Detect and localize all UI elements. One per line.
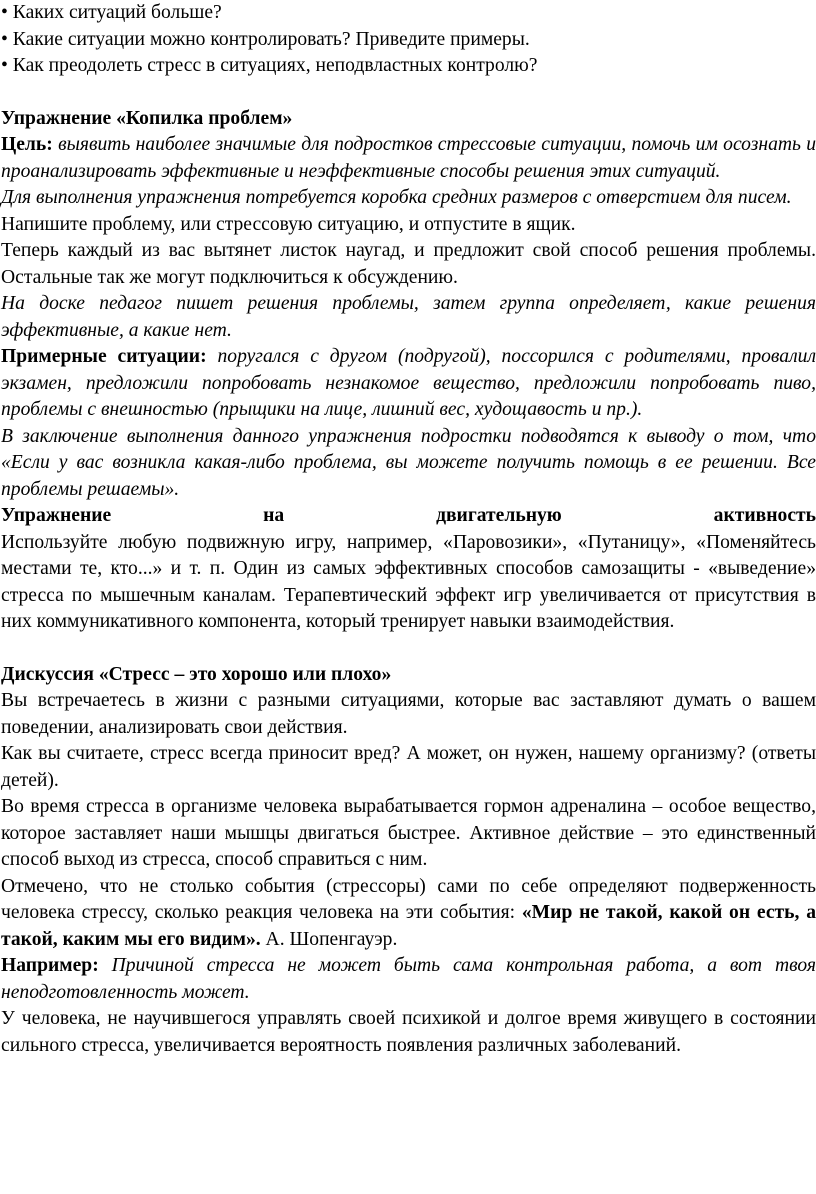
discussion-title: Дискуссия «Стресс – это хорошо или плохо» [1, 663, 392, 685]
exercise-materials: Для выполнения упражнения потребуется коробка средних размеров с отверстием для писем. [1, 187, 792, 208]
schopenhauer-quote: «Мир не такой, какой он есть, а такой, каким мы его видим». [1, 902, 816, 950]
example-label: Например: [1, 955, 99, 976]
discussion-paragraph-2: Как вы считаете, стресс всегда приносит вред? А может, он нужен, нашему организму? (ответы детей). [1, 743, 816, 791]
question-2: • Какие ситуации можно контролировать? Приведите примеры. [1, 28, 530, 50]
exercise-piggybank-title: Упражнение «Копилка проблем» [1, 107, 293, 129]
quote-author: А. Шопенгауэр. [260, 928, 398, 950]
question-3: • Как преодолеть стресс в ситуациях, неподвластных контролю? [1, 55, 538, 76]
goal-label: Цель: [1, 134, 53, 155]
discussion-paragraph-4 [1, 874, 816, 954]
goal-text: выявить наиболее значимые для подростков стрессовые ситуации, помочь им осознать и проанализировать эффективные и неэффективные способы решения этих ситуаций. [1, 134, 816, 182]
example-situations-label: Примерные ситуации: [1, 346, 207, 367]
spacer [1, 636, 816, 662]
exercise-motor-title: Упражнение на двигательную активность [1, 505, 816, 526]
exercise-motor-text: Используйте любую подвижную игру, например, «Паровозики», «Путаницу», «Поменяйтесь местами те, кто...» и т. п. Один из самых эффективных способов самозащиты - «выведение» стресса по мышечным каналам. Терапевтический эффект игр увеличивается от присутствия в них коммуникативного компонента, который тренирует навыки взаимодействия. [1, 531, 816, 632]
exercise-step-2: Теперь каждый из вас вытянет листок наугад, и предложит свой способ решения проблемы. Остальные так же могут подключиться к обсуждению. [1, 240, 816, 288]
exercise-conclusion: В заключение выполнения данного упражнения подростки подводятся к выводу о том, что «Если у вас возникла какая-либо проблема, вы можете получить помощь в ее решении. Все проблемы решаемы». [1, 425, 816, 500]
exercise-step-3: На доске педагог пишет решения проблемы, затем группа определяет, какие решения эффективные, а какие нет. [1, 293, 816, 341]
discussion-p4-text: Отмечено, что не столько события (стрессоры) сами по себе определяют подверженность человека стрессу, сколько реакция человека на эти события: [1, 875, 816, 923]
discussion-example [1, 953, 816, 1006]
spacer [1, 80, 816, 106]
exercise-step-1: Напишите проблему, или стрессовую ситуацию, и отпустите в ящик. [1, 213, 576, 235]
exercise-goal [1, 132, 816, 185]
discussion-paragraph-5: У человека, не научившегося управлять своей психикой и долгое время живущего в состоянии сильного стресса, увеличивается вероятность появления различных заболеваний. [1, 1008, 816, 1056]
example-situations-text: поругался с другом (подругой), поссорился с родителями, провалил экзамен, предложили попробовать незнакомое вещество, предложили попробовать пиво, проблемы с внешностью (прыщики на лице, лишний вес, худощавость и пр.). [1, 346, 816, 420]
example-text: Причиной стресса не может быть сама контрольная работа, а вот твоя неподготовленность может. [1, 955, 816, 1003]
question-1: • Каких ситуаций больше? [1, 2, 222, 23]
discussion-paragraph-1: Вы встречаетесь в жизни с разными ситуациями, которые вас заставляют думать о вашем поведении, анализировать свои действия. [1, 690, 816, 738]
example-situations [1, 344, 816, 424]
discussion-paragraph-3: Во время стресса в организме человека вырабатывается гормон адреналина – особое вещество, которое заставляет наши мышцы двигаться быстрее. Активное действие – это единственный способ выход из стресса, способ справиться с ним. [1, 796, 816, 870]
